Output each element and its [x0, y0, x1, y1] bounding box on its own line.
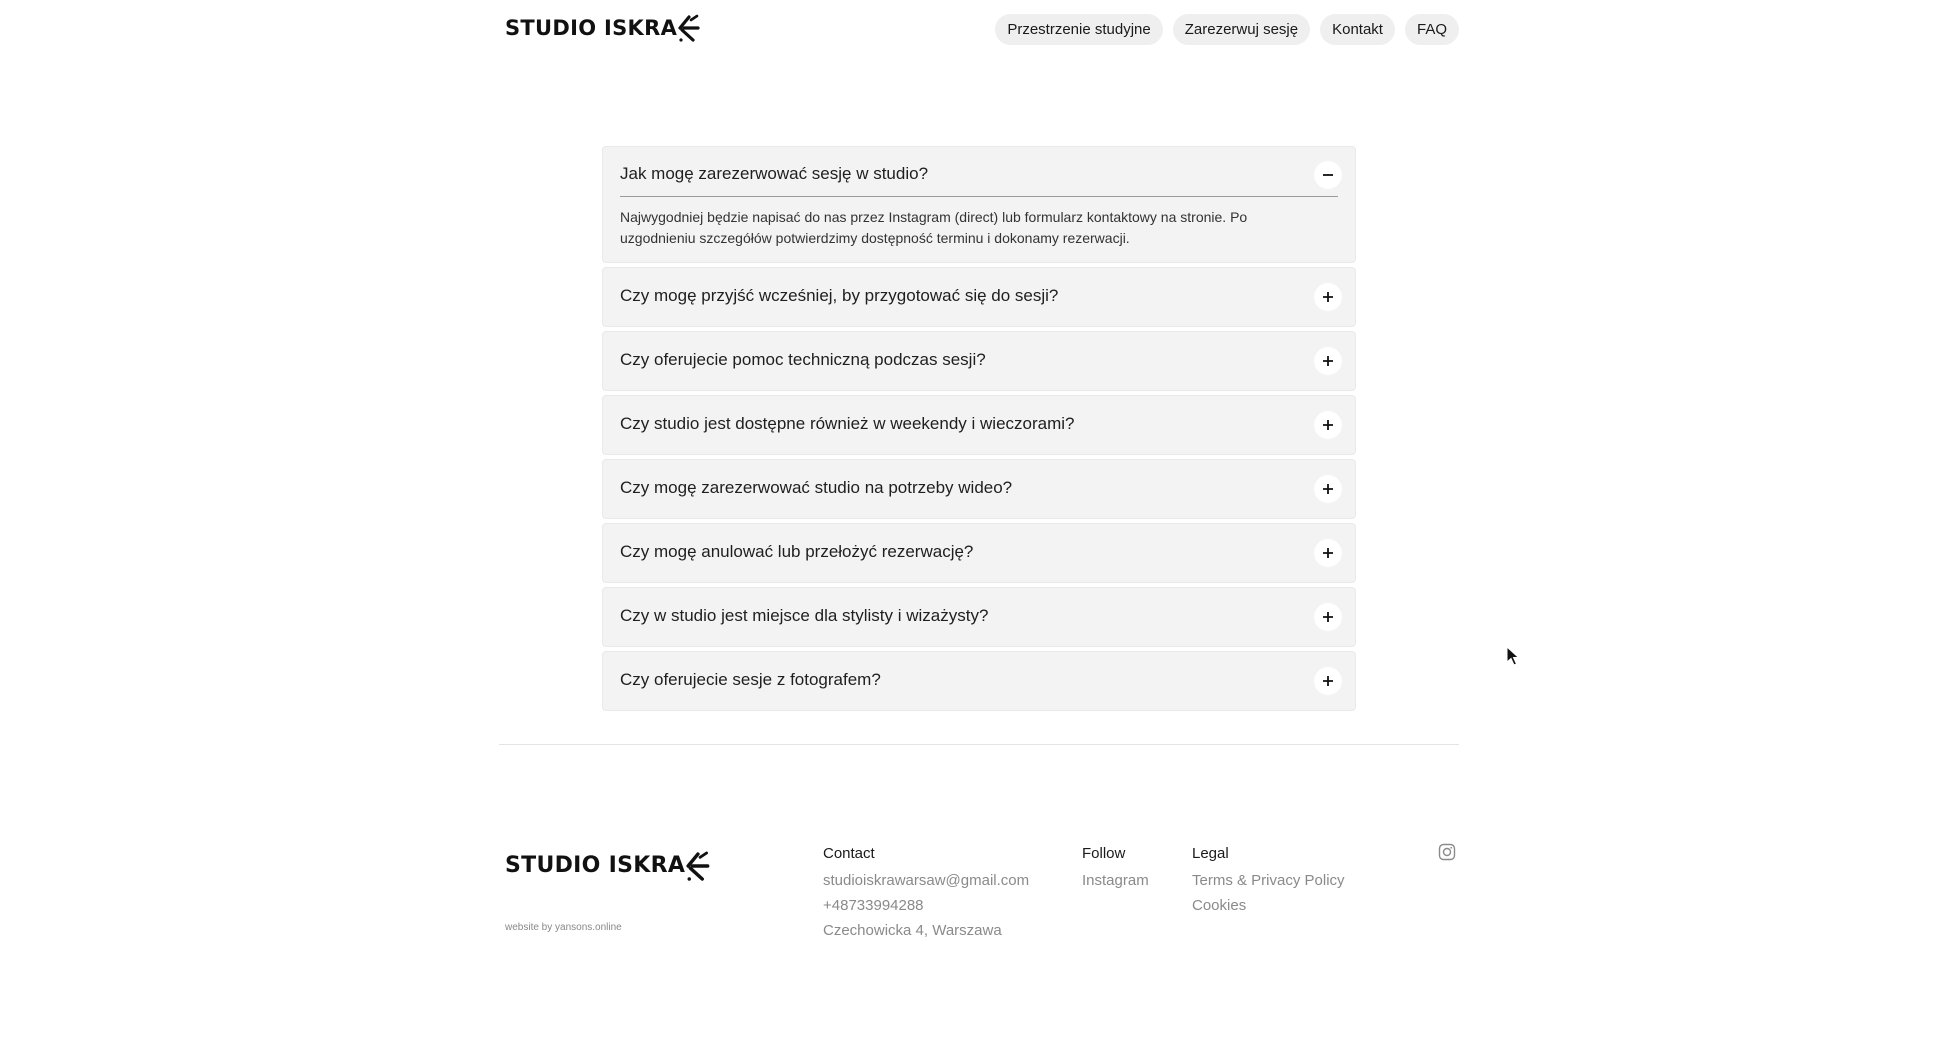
instagram-icon[interactable]: [1438, 843, 1456, 861]
faq-item[interactable]: [602, 395, 1356, 455]
faq-item[interactable]: [602, 523, 1356, 583]
expand-button[interactable]: [1314, 603, 1342, 631]
contact-email-link[interactable]: studioiskrawarsaw@gmail.com: [823, 872, 1030, 889]
faq-accordion: [602, 146, 1356, 715]
website-credit-link[interactable]: website by yansons.online: [505, 922, 622, 933]
faq-question: Czy oferujecie pomoc techniczną podczas sesji?: [620, 350, 986, 369]
footer-legal-column: [1192, 843, 1345, 918]
main-nav: [995, 14, 1459, 45]
faq-question: Czy oferujecie sesje z fotografem?: [620, 670, 881, 689]
faq-item[interactable]: [602, 331, 1356, 391]
spark-icon: [686, 846, 712, 886]
faq-question: Czy studio jest dostępne również w weekendy i wieczorami?: [620, 414, 1075, 433]
faq-item[interactable]: [602, 587, 1356, 647]
faq-item[interactable]: [602, 267, 1356, 327]
terms-privacy-link[interactable]: Terms & Privacy Policy: [1192, 872, 1345, 889]
footer-follow-column: [1082, 843, 1149, 893]
expand-button[interactable]: [1314, 283, 1342, 311]
faq-question: Czy mogę przyjść wcześniej, by przygotować się do sesji?: [620, 286, 1059, 305]
instagram-link[interactable]: Instagram: [1082, 872, 1149, 889]
contact-phone-link[interactable]: +48733994288: [823, 897, 924, 914]
plus-icon: [1321, 418, 1335, 432]
faq-item[interactable]: [602, 651, 1356, 711]
expand-button[interactable]: [1314, 539, 1342, 567]
expand-button[interactable]: [1314, 475, 1342, 503]
footer-contact-column: [823, 843, 1029, 943]
plus-icon: [1321, 610, 1335, 624]
footer-legal-title: Legal: [1192, 845, 1229, 862]
expand-button[interactable]: [1314, 667, 1342, 695]
brand-logo-text: STUDIO ISKRA: [505, 16, 678, 40]
nav-item-contact[interactable]: Kontakt: [1320, 14, 1395, 45]
faq-question: Czy w studio jest miejsce dla stylisty i wizażysty?: [620, 606, 989, 625]
faq-divider: [620, 196, 1338, 197]
contact-address: Czechowicka 4, Warszawa: [823, 922, 1002, 939]
plus-icon: [1321, 354, 1335, 368]
plus-icon: [1321, 546, 1335, 560]
faq-question: Jak mogę zarezerwować sesję w studio?: [620, 164, 929, 183]
footer-follow-title: Follow: [1082, 845, 1126, 862]
mouse-cursor-icon: [1506, 646, 1520, 666]
expand-button[interactable]: [1314, 347, 1342, 375]
footer-logo-text: STUDIO ISKRA: [505, 853, 686, 878]
site-header: [505, 8, 1459, 48]
cookies-link[interactable]: Cookies: [1192, 897, 1247, 914]
footer-contact-title: Contact: [823, 845, 875, 862]
expand-button[interactable]: [1314, 411, 1342, 439]
spark-icon: [678, 10, 702, 46]
faq-answer: Najwygodniej będzie napisać do nas przez Instagram (direct) lub formularz kontaktowy na stronie. Po uzgodnieniu szczegółów potwierdzimy dostępność terminu i dokonamy rezerwacji.: [620, 209, 1248, 246]
brand-logo[interactable]: [505, 10, 702, 46]
faq-question: Czy mogę anulować lub przełożyć rezerwację?: [620, 542, 974, 561]
collapse-button[interactable]: [1314, 161, 1342, 189]
nav-item-study-spaces[interactable]: Przestrzenie studyjne: [995, 14, 1162, 45]
plus-icon: [1321, 290, 1335, 304]
footer-logo[interactable]: [505, 846, 712, 886]
minus-icon: [1321, 168, 1335, 182]
footer-separator: [499, 744, 1459, 745]
faq-item[interactable]: [602, 459, 1356, 519]
faq-item[interactable]: [602, 146, 1356, 263]
plus-icon: [1321, 674, 1335, 688]
plus-icon: [1321, 482, 1335, 496]
nav-item-faq[interactable]: FAQ: [1405, 14, 1459, 45]
faq-question: Czy mogę zarezerwować studio na potrzeby wideo?: [620, 478, 1013, 497]
nav-item-book-session[interactable]: Zarezerwuj sesję: [1173, 14, 1310, 45]
